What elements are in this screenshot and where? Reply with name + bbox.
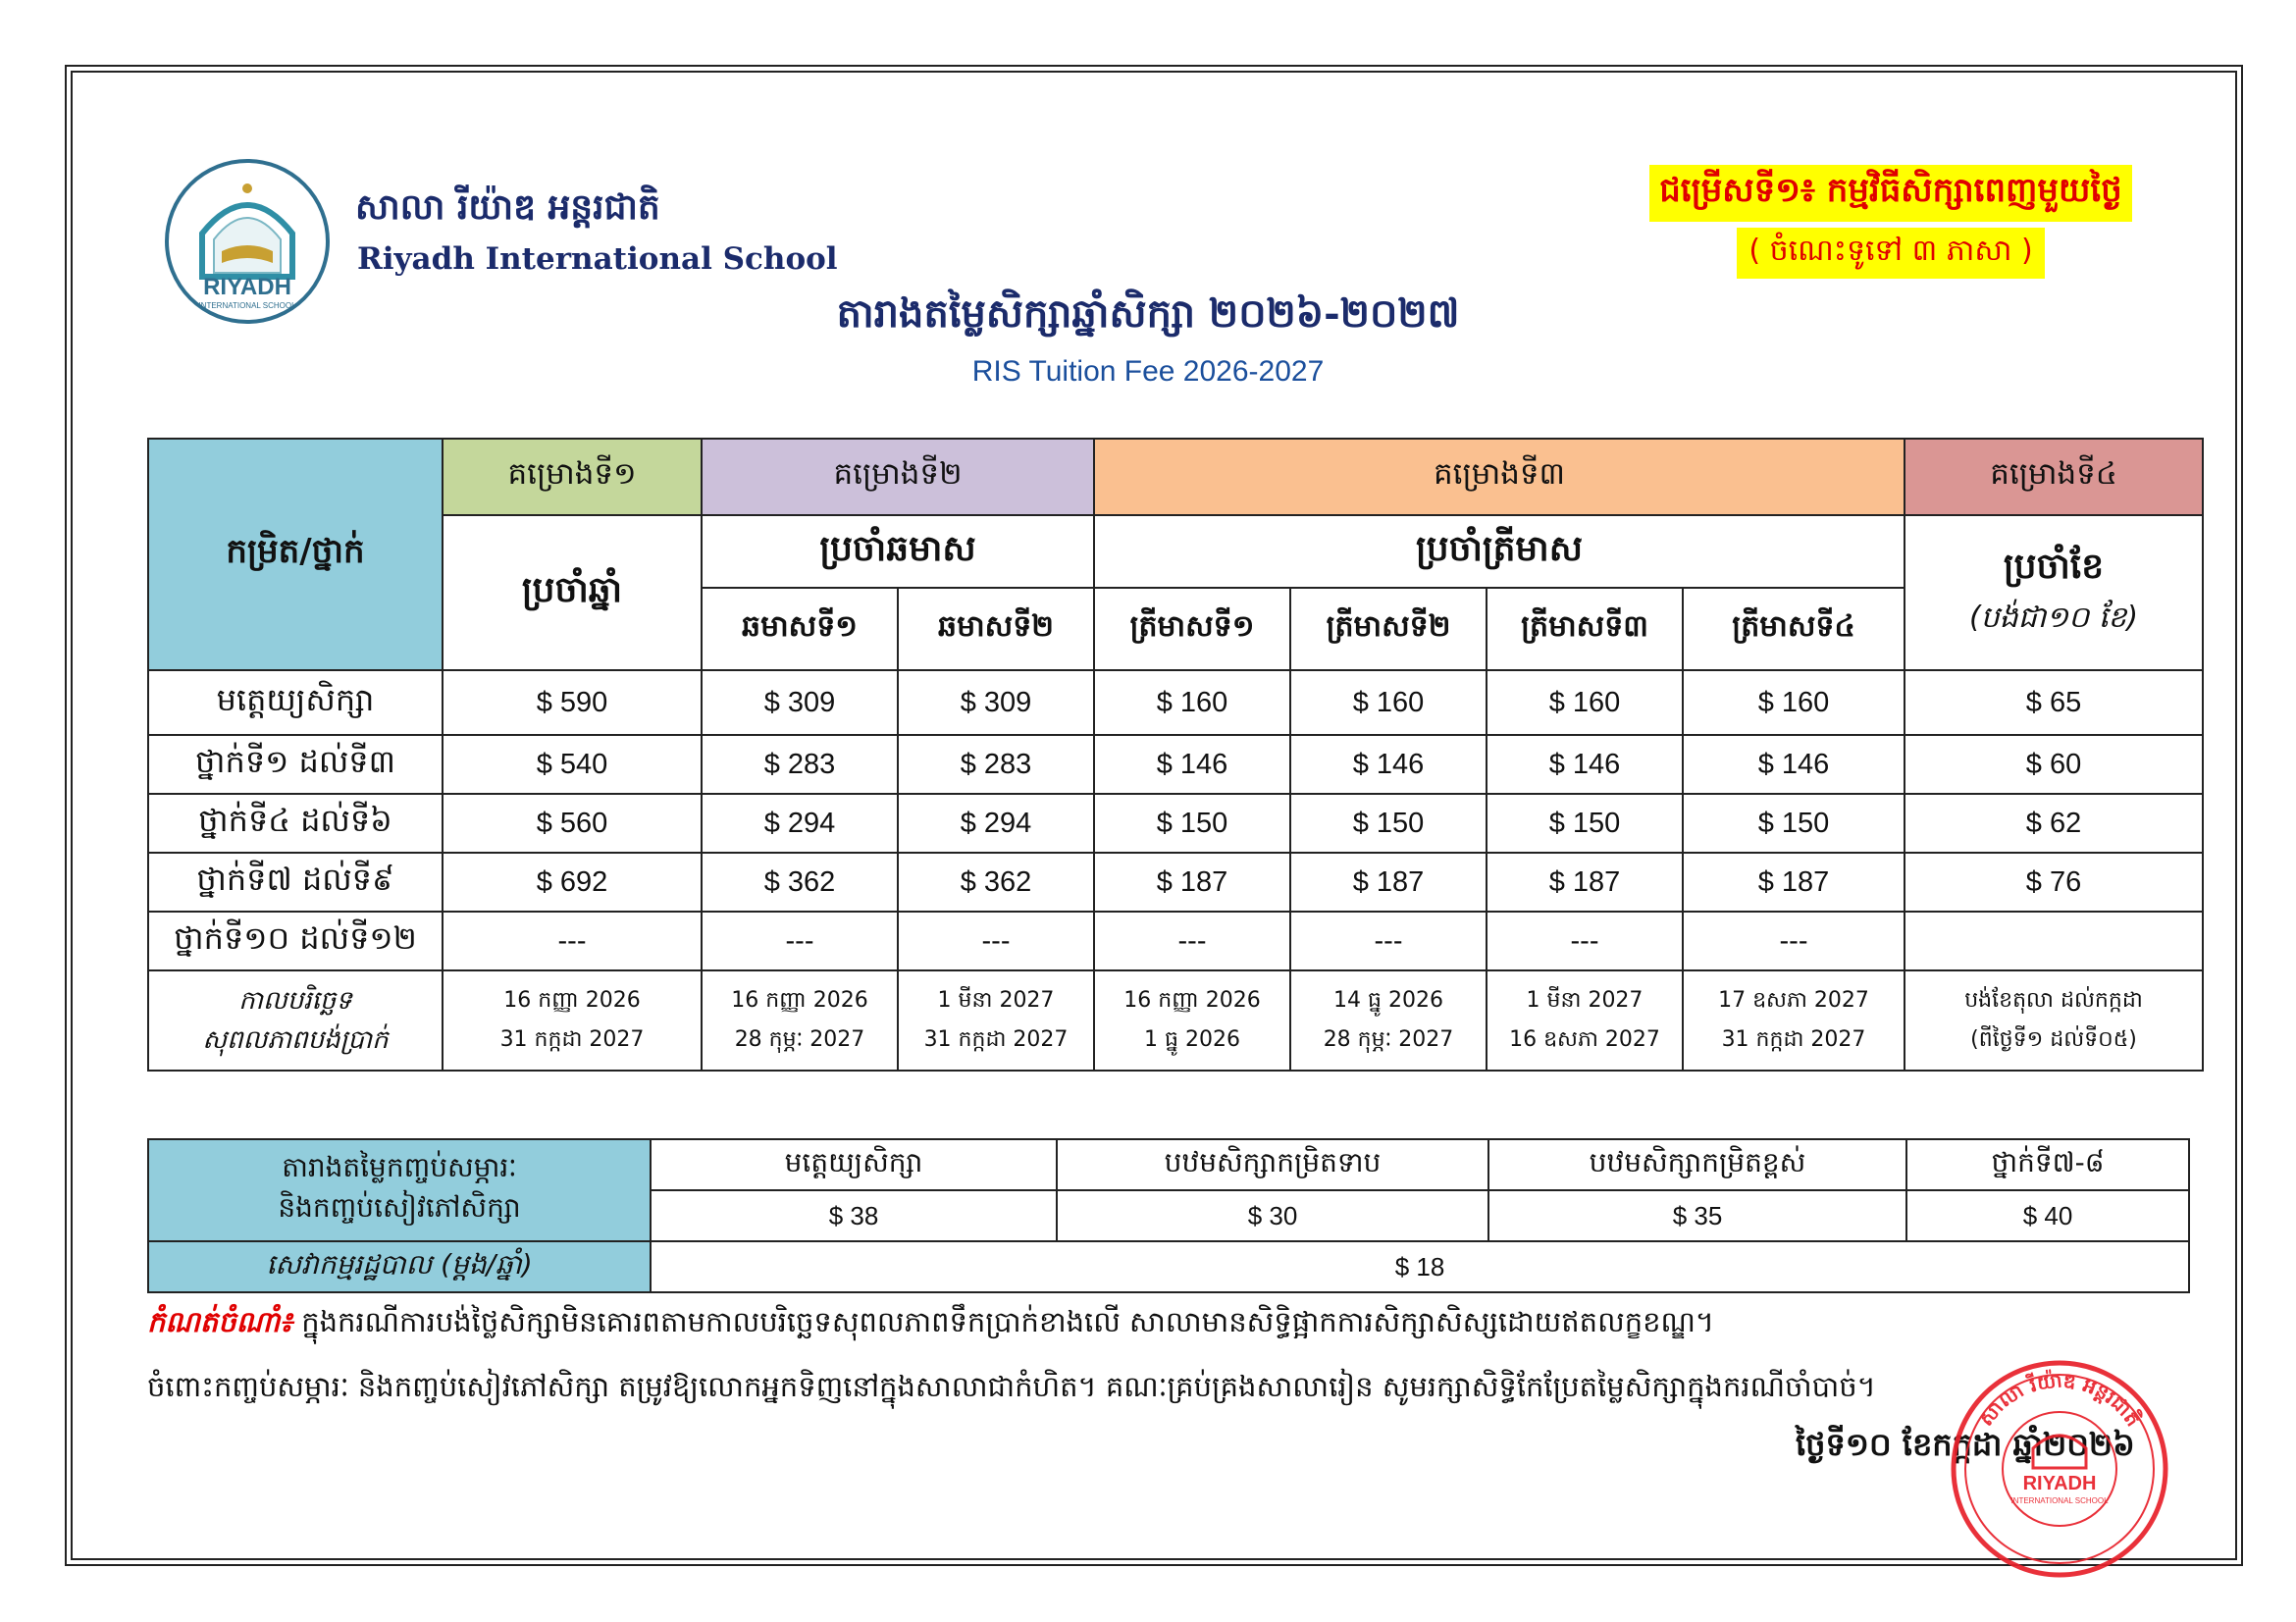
deadline-end: 31 កក្កដា 2027 (923, 1027, 1069, 1052)
deadline-cell (1094, 970, 1290, 1071)
fee-cell: $ 146 (1290, 735, 1487, 794)
note-label: កំណត់ចំណាំ៖ (147, 1305, 292, 1338)
deadline-end: 16 ឧសភា 2027 (1509, 1027, 1660, 1052)
supply-header-lower-primary: បឋមសិក្សាកម្រិតទាប (1057, 1139, 1488, 1190)
fee-cell: --- (443, 912, 702, 970)
deadline-end: 31 កក្កដា 2027 (1721, 1027, 1866, 1052)
plan-1-header: គម្រោងទី១ (443, 439, 702, 515)
deadline-start: 14 ធ្នូ 2026 (1333, 988, 1443, 1013)
fee-cell: $ 187 (1290, 853, 1487, 912)
admin-fee-value: $ 18 (651, 1241, 2189, 1292)
fee-cell: $ 294 (702, 794, 898, 853)
supply-price-cell: $ 35 (1488, 1190, 1906, 1241)
deadline-cell (1290, 970, 1487, 1071)
yearly-period-header: ប្រចាំឆ្នាំ (443, 515, 702, 670)
deadline-cell (702, 970, 898, 1071)
note-line-2: ចំពោះកញ្ចប់សម្ភារៈ និងកញ្ចប់សៀវភៅសិក្សា តម្រូវឱ្យលោកអ្នកទិញនៅក្នុងសាលាជាកំហិត។ គណៈគ្រប់គ្រងសាលារៀន សូមរក្សាសិទ្ធិកែប្រែតម្លៃសិក្សាក្នុងករណីចាំបាច់។ (147, 1370, 1876, 1403)
deadline-end: 28 កុម្ភៈ 2027 (1323, 1027, 1454, 1052)
quarterly-period-header: ប្រចាំត្រីមាស (1094, 515, 1905, 588)
fee-cell: $ 65 (1905, 670, 2203, 735)
table-row (148, 735, 2203, 794)
fee-cell: $ 150 (1290, 794, 1487, 853)
row-label: ថ្នាក់ទី១ ដល់ទី៣ (148, 735, 443, 794)
fee-cell: $ 62 (1905, 794, 2203, 853)
quarter-1-header: ត្រីមាសទី១ (1094, 588, 1290, 670)
issue-date: ថ្ងៃទី១០ ខែកក្កដា ឆ្នាំ២០២៦ (1796, 1426, 2135, 1463)
deadline-label (148, 970, 443, 1071)
deadline-start: 1 មីនា 2027 (937, 988, 1055, 1013)
fee-cell: $ 60 (1905, 735, 2203, 794)
deadline-start: 17 ឧសភា 2027 (1718, 988, 1869, 1013)
fee-cell: $ 187 (1094, 853, 1290, 912)
deadline-end: 1 ធ្នូ 2026 (1144, 1027, 1240, 1052)
fee-cell: $ 150 (1094, 794, 1290, 853)
deadline-start: 16 កញ្ញា 2026 (1123, 988, 1261, 1013)
quarter-3-header: ត្រីមាសទី៣ (1487, 588, 1683, 670)
fee-cell: $ 309 (898, 670, 1094, 735)
supply-label-line: តារាងតម្លៃកញ្ចប់សម្ភារៈ (282, 1151, 517, 1183)
note-line-1 (147, 1305, 1714, 1346)
deadline-cell (1487, 970, 1683, 1071)
fee-cell: --- (702, 912, 898, 970)
quarter-2-header: ត្រីមាសទី២ (1290, 588, 1487, 670)
deadline-cell (1905, 970, 2203, 1071)
fee-cell: $ 146 (1094, 735, 1290, 794)
supply-price-cell: $ 38 (651, 1190, 1057, 1241)
semester-2-header: ឆមាសទី២ (898, 588, 1094, 670)
row-label: មត្តេយ្យសិក្សា (148, 670, 443, 735)
deadline-start: 16 កញ្ញា 2026 (731, 988, 868, 1013)
deadline-cell (898, 970, 1094, 1071)
fee-cell: $ 560 (443, 794, 702, 853)
fee-cell: $ 76 (1905, 853, 2203, 912)
row-label: ថ្នាក់ទី៤ ដល់ទី៦ (148, 794, 443, 853)
document-title-english: RIS Tuition Fee 2026-2027 (971, 355, 1325, 388)
supply-price-cell: $ 30 (1057, 1190, 1488, 1241)
option-subtitle: ( ចំណេះទូទៅ ៣ ភាសា ) (1737, 228, 2044, 279)
supply-header-grade-7-8: ថ្នាក់ទី៧-៨ (1906, 1139, 2189, 1190)
table-row (148, 912, 2203, 970)
plan-3-header: គម្រោងទី៣ (1094, 439, 1905, 515)
fee-cell (1905, 912, 2203, 970)
supply-label-line: និងកញ្ចប់សៀវភៅសិក្សា (278, 1191, 521, 1224)
tuition-fee-table (147, 438, 2204, 1072)
logo-text: RIYADH (203, 274, 291, 300)
deadline-cell (443, 970, 702, 1071)
option-title: ជម្រើសទី១៖ កម្មវិធីសិក្សាពេញមួយថ្ងៃ (1649, 165, 2132, 222)
quarter-4-header: ត្រីមាសទី៤ (1683, 588, 1905, 670)
supply-header-kindergarten: មត្តេយ្យសិក្សា (651, 1139, 1057, 1190)
row-label: ថ្នាក់ទី៧ ដល់ទី៩ (148, 853, 443, 912)
semester-period-header: ប្រចាំឆមាស (702, 515, 1094, 588)
fee-cell: $ 150 (1683, 794, 1905, 853)
supply-price-cell: $ 40 (1906, 1190, 2189, 1241)
fee-cell: $ 540 (443, 735, 702, 794)
deadline-end: 31 កក្កដា 2027 (499, 1027, 645, 1052)
fee-cell: $ 362 (702, 853, 898, 912)
fee-cell: $ 160 (1290, 670, 1487, 735)
admin-fee-label: សេវាកម្មរដ្ឋបាល (ម្តង/ឆ្នាំ) (148, 1241, 651, 1292)
supply-table-label (148, 1139, 651, 1241)
deadline-start: 1 មីនា 2027 (1526, 988, 1644, 1013)
fee-cell: $ 187 (1683, 853, 1905, 912)
supply-fee-table (147, 1138, 2190, 1293)
semester-1-header: ឆមាសទី១ (702, 588, 898, 670)
table-row (148, 794, 2203, 853)
document-title-khmer: តារាងតម្លៃសិក្សាឆ្នាំសិក្សា ២០២៦-២០២៧ (836, 290, 1460, 337)
fee-cell: $ 294 (898, 794, 1094, 853)
deadline-row (148, 970, 2203, 1071)
deadline-label-line: សុពលភាពបង់ប្រាក់ (202, 1025, 389, 1055)
deadline-start: 16 កញ្ញា 2026 (503, 988, 641, 1013)
fee-cell: $ 160 (1487, 670, 1683, 735)
deadline-cell (1683, 970, 1905, 1071)
plan-2-header: គម្រោងទី២ (702, 439, 1094, 515)
fee-cell: $ 150 (1487, 794, 1683, 853)
table-row (148, 670, 2203, 735)
row-label: ថ្នាក់ទី១០ ដល់ទី១២ (148, 912, 443, 970)
fee-cell: --- (1290, 912, 1487, 970)
fee-cell: $ 160 (1094, 670, 1290, 735)
monthly-period-label: ប្រចាំខែ (2003, 547, 2105, 587)
deadline-end: 28 កុម្ភៈ 2027 (734, 1027, 865, 1052)
school-name-khmer: សាលា រីយ៉ាឌ អន្តរជាតិ (355, 186, 660, 228)
fee-cell: $ 309 (702, 670, 898, 735)
option-banner (1599, 165, 2182, 279)
monthly-period-header (1905, 515, 2203, 670)
deadline-start: បង់ខែតុលា ដល់កក្កដា (1964, 988, 2143, 1013)
fee-cell: --- (898, 912, 1094, 970)
monthly-period-note: (បង់ជា១០ ខែ) (1968, 601, 2139, 635)
logo-subtext: INTERNATIONAL SCHOOL (198, 301, 296, 310)
fee-cell: $ 187 (1487, 853, 1683, 912)
fee-cell: $ 146 (1683, 735, 1905, 794)
fee-cell: $ 283 (702, 735, 898, 794)
supply-header-upper-primary: បឋមសិក្សាកម្រិតខ្ពស់ (1488, 1139, 1906, 1190)
fee-cell: $ 362 (898, 853, 1094, 912)
stamp-arc-text: សាលា រីយ៉ាឌ អន្តរជាតិ (1973, 1368, 2146, 1431)
plan-4-header: គម្រោងទី៤ (1905, 439, 2203, 515)
fee-cell: $ 160 (1683, 670, 1905, 735)
table-row (148, 853, 2203, 912)
school-name-english: Riyadh International School (357, 241, 838, 277)
stamp-center-text: RIYADH (2022, 1473, 2097, 1494)
fee-cell: $ 146 (1487, 735, 1683, 794)
school-stamp (1949, 1358, 2170, 1580)
stamp-sub-text: INTERNATIONAL SCHOOL (2010, 1496, 2109, 1505)
class-level-header: កម្រិត/ថ្នាក់ (148, 439, 443, 670)
fee-cell: $ 692 (443, 853, 702, 912)
note-text: ក្នុងករណីការបង់ថ្លៃសិក្សាមិនគោរពតាមកាលបរិច្ឆេទសុពលភាពទឹកប្រាក់ខាងលើ សាលាមានសិទ្ធិផ្អាកការសិក្សាសិស្សដោយឥតលក្ខខណ្ឌ។ (291, 1305, 1715, 1338)
fee-cell: --- (1683, 912, 1905, 970)
fee-cell: --- (1094, 912, 1290, 970)
fee-cell: --- (1487, 912, 1683, 970)
fee-cell: $ 590 (443, 670, 702, 735)
deadline-end: (ពីថ្ងៃទី១ ដល់ទី០៥) (1970, 1027, 2137, 1052)
deadline-label-line: កាលបរិច្ឆេទ (238, 986, 352, 1016)
fee-cell: $ 283 (898, 735, 1094, 794)
